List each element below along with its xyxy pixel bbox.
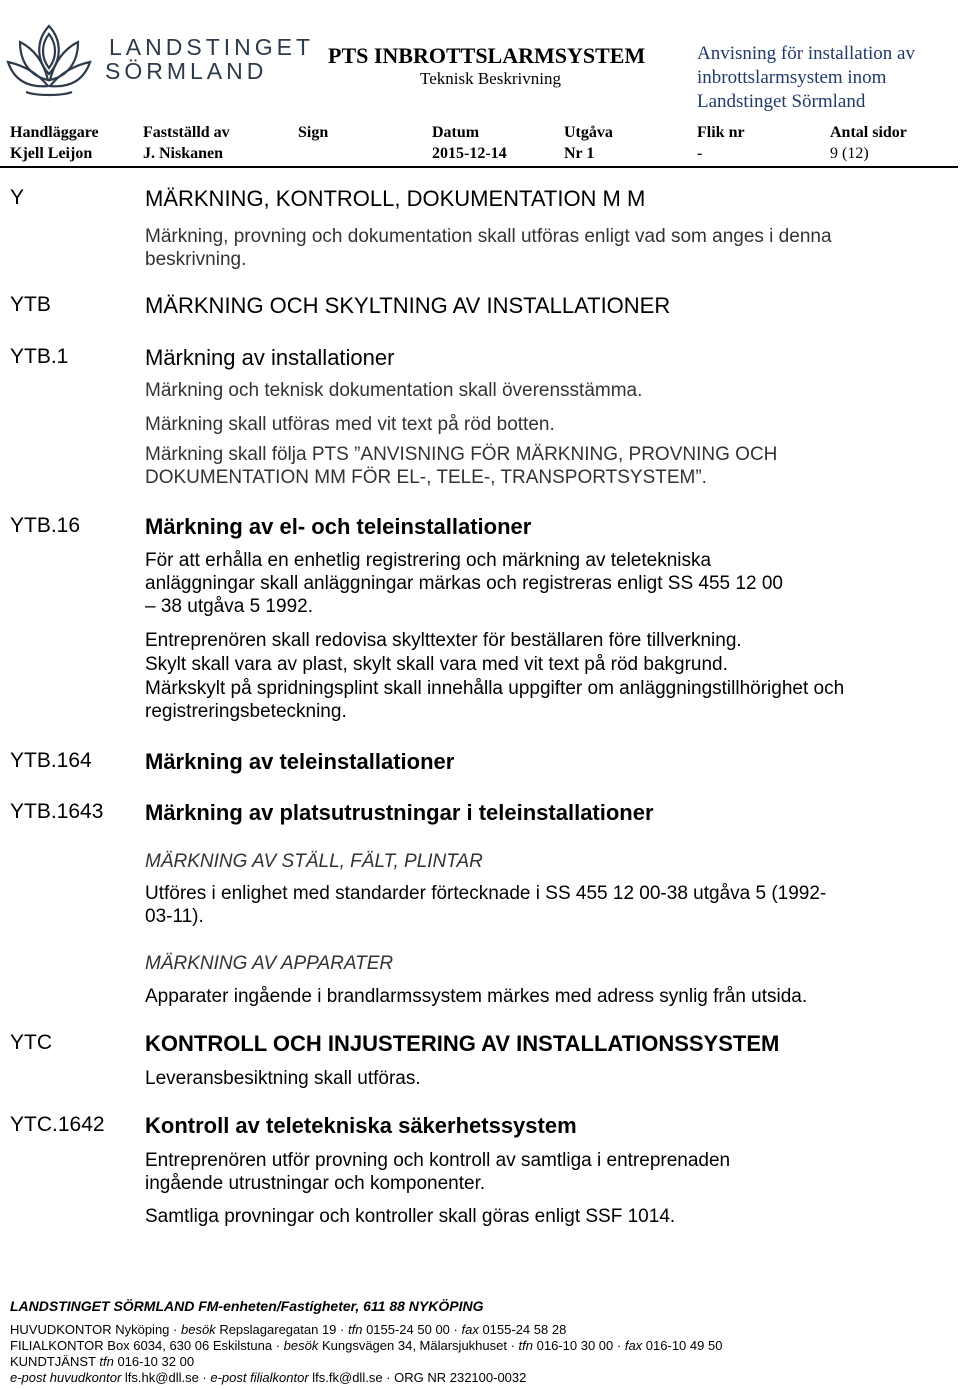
datum-label: Datum: [432, 124, 480, 141]
footer-text: FILIALKONTOR Box 6034, 630 06 Eskilstuna: [10, 1338, 273, 1353]
subheading: MÄRKNING AV APPARATER: [145, 953, 394, 974]
datum-value: 2015-12-14: [432, 145, 507, 162]
section-code-ytb1643: YTB.1643: [10, 800, 104, 823]
org-name-line1: LANDSTINGET: [109, 34, 315, 60]
footer-label: e-post filialkontor: [210, 1370, 309, 1385]
paragraph: Entreprenören skall redovisa skylttexter för beställaren före tillverkning.: [145, 630, 742, 651]
section-code-ytc: YTC: [10, 1031, 52, 1054]
footer-text: Kungsvägen 34, Mälarsjukhuset: [321, 1338, 507, 1353]
description-line: Landstinget Sörmland: [697, 91, 866, 112]
paragraph: Leveransbesiktning skall utföras.: [145, 1068, 421, 1089]
footer-line-kundtjanst: [10, 1354, 194, 1369]
faststalld-value: J. Niskanen: [143, 145, 224, 162]
section-heading-ytc: KONTROLL OCH INJUSTERING AV INSTALLATIONSSYSTEM: [145, 1031, 780, 1056]
section-code-ytb164: YTB.164: [10, 749, 92, 772]
paragraph: Samtliga provningar och kontroller skall göras enligt SSF 1014.: [145, 1206, 676, 1227]
footer-label: e-post huvudkontor: [10, 1370, 122, 1385]
footer-text: 016-10 32 00: [117, 1354, 195, 1369]
footer-text: 0155-24 50 00: [366, 1322, 450, 1337]
sign-label: Sign: [298, 124, 329, 141]
antal-sidor-value: 9 (12): [830, 145, 869, 162]
handlaggare-value: Kjell Leijon: [10, 145, 93, 162]
flik-value: -: [697, 145, 703, 162]
footer-email: lfs.hk@dll.se: [124, 1370, 199, 1385]
footer-label: tfn: [347, 1322, 363, 1337]
section-heading-ytb164: Märkning av teleinstallationer: [145, 749, 455, 774]
footer-email: lfs.fk@dll.se: [312, 1370, 383, 1385]
document-description: [697, 42, 915, 114]
footer-text: 016-10 49 50: [645, 1338, 723, 1353]
document-title: PTS INBROTTSLARMSYSTEM: [328, 43, 646, 68]
document-subtitle: Teknisk Beskrivning: [420, 69, 561, 88]
footer-line-epost: e-post huvudkontor lfs.hk@dll.se · e-post filialkontor lfs.fk@dll.se · ORG NR 232100-0032: [10, 1370, 527, 1385]
footer-text: ORG NR 232100-0032: [394, 1370, 527, 1385]
footer-text: 016-10 30 00: [536, 1338, 614, 1353]
handlaggare-label: Handläggare: [10, 124, 99, 141]
paragraph: Märkning skall följa PTS ”ANVISNING FÖR MÄRKNING, PROVNING OCH DOKUMENTATION MM FÖR EL-, TELE-, TRANSPORTSYSTEM”.: [145, 444, 778, 488]
section-code-ytb1: YTB.1: [10, 345, 69, 368]
section-heading-ytb: MÄRKNING OCH SKYLTNING AV INSTALLATIONER: [145, 293, 671, 318]
flik-label: Flik nr: [697, 124, 745, 141]
section-heading-ytb1643: Märkning av platsutrustningar i teleinstallationer: [145, 800, 654, 825]
utgava-value: Nr 1: [564, 145, 595, 162]
paragraph: Entreprenören utför provning och kontroll av samtliga i entreprenaden ingående utrustningar och komponenter.: [145, 1150, 731, 1194]
paragraph: För att erhålla en enhetlig registrering och märkning av teletekniska anläggningar skall anläggningar märkas och registreras enligt SS 455 12 00 – 38 utgåva 5 1992.: [145, 550, 783, 617]
paragraph: Märkning skall utföras med vit text på röd botten.: [145, 414, 555, 435]
landstinget-logo-icon: [6, 22, 92, 100]
section-code-ytb16: YTB.16: [10, 514, 81, 537]
paragraph: Utföres i enlighet med standarder förtecknade i SS 455 12 00-38 utgåva 5 (1992-03-11).: [145, 883, 827, 927]
header-divider: [0, 166, 958, 168]
footer-label: besök: [180, 1322, 216, 1337]
section-heading-ytb16: Märkning av el- och teleinstallationer: [145, 514, 532, 539]
section-heading-ytc1642: Kontroll av teletekniska säkerhetssystem: [145, 1113, 577, 1138]
footer-label: tfn: [99, 1354, 114, 1369]
description-line: Anvisning för installation av: [697, 43, 915, 64]
section-heading-y: MÄRKNING, KONTROLL, DOKUMENTATION M M: [145, 186, 646, 211]
section-code-ytb: YTB: [10, 293, 51, 316]
footer-text: Repslagaregatan 19: [219, 1322, 337, 1337]
footer-text: KUNDTJÄNST: [10, 1354, 96, 1369]
footer-line-huvudkontor: HUVUDKONTOR Nyköping · besök Repslagaregatan 19 · tfn 0155-24 50 00 · fax 0155-24 58 28: [10, 1322, 567, 1337]
footer-label: fax: [624, 1338, 643, 1353]
subheading: MÄRKNING AV STÄLL, FÄLT, PLINTAR: [145, 851, 483, 872]
footer-text: HUVUDKONTOR Nyköping: [10, 1322, 170, 1337]
description-line: inbrottslarmsystem inom: [697, 67, 887, 88]
paragraph: Märkskylt på spridningsplint skall innehålla uppgifter om anläggningstillhörighet och registreringsbeteckning.: [145, 678, 845, 722]
paragraph: Märkning och teknisk dokumentation skall överensstämma.: [145, 380, 643, 401]
footer-label: besök: [283, 1338, 319, 1353]
utgava-label: Utgåva: [564, 124, 613, 141]
section-text-y: Märkning, provning och dokumentation skall utföras enligt vad som anges i denna beskrivning.: [145, 226, 832, 270]
org-name-line2: SÖRMLAND: [105, 58, 268, 84]
section-heading-ytb1: Märkning av installationer: [145, 345, 395, 370]
footer-text: 0155-24 58 28: [482, 1322, 567, 1337]
paragraph: Apparater ingående i brandlarmssystem märkes med adress synlig från utsida.: [145, 986, 808, 1007]
antal-sidor-label: Antal sidor: [830, 124, 907, 141]
footer-org-line: LANDSTINGET SÖRMLAND FM-enheten/Fastigheter, 611 88 NYKÖPING: [10, 1298, 484, 1314]
section-code-y: Y: [10, 186, 25, 209]
footer-label: tfn: [518, 1338, 534, 1353]
paragraph: Skylt skall vara av plast, skylt skall vara med vit text på röd bakgrund.: [145, 654, 728, 675]
faststalld-label: Fastställd av: [143, 124, 230, 141]
footer-label: fax: [461, 1322, 479, 1337]
section-code-ytc1642: YTC.1642: [10, 1113, 105, 1136]
footer-line-filialkontor: FILIALKONTOR Box 6034, 630 06 Eskilstuna · besök Kungsvägen 34, Mälarsjukhuset · tfn 016-10 30 00 · fax 016-10 49 50: [10, 1338, 723, 1353]
